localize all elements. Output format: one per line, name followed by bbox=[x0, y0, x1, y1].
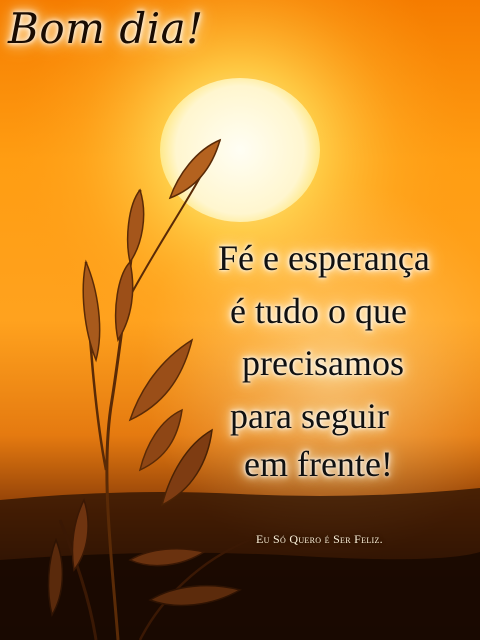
credit-watermark: Eu Só Quero é Ser Feliz. bbox=[256, 532, 383, 546]
quote-line: precisamos bbox=[242, 343, 404, 383]
greeting-title: Bom dia! bbox=[8, 4, 204, 53]
quote-line: é tudo o que bbox=[230, 291, 407, 331]
quote-line: para seguir bbox=[230, 396, 389, 436]
quote-line: Fé e esperança bbox=[218, 238, 430, 278]
quote-line: em frente! bbox=[244, 444, 393, 484]
